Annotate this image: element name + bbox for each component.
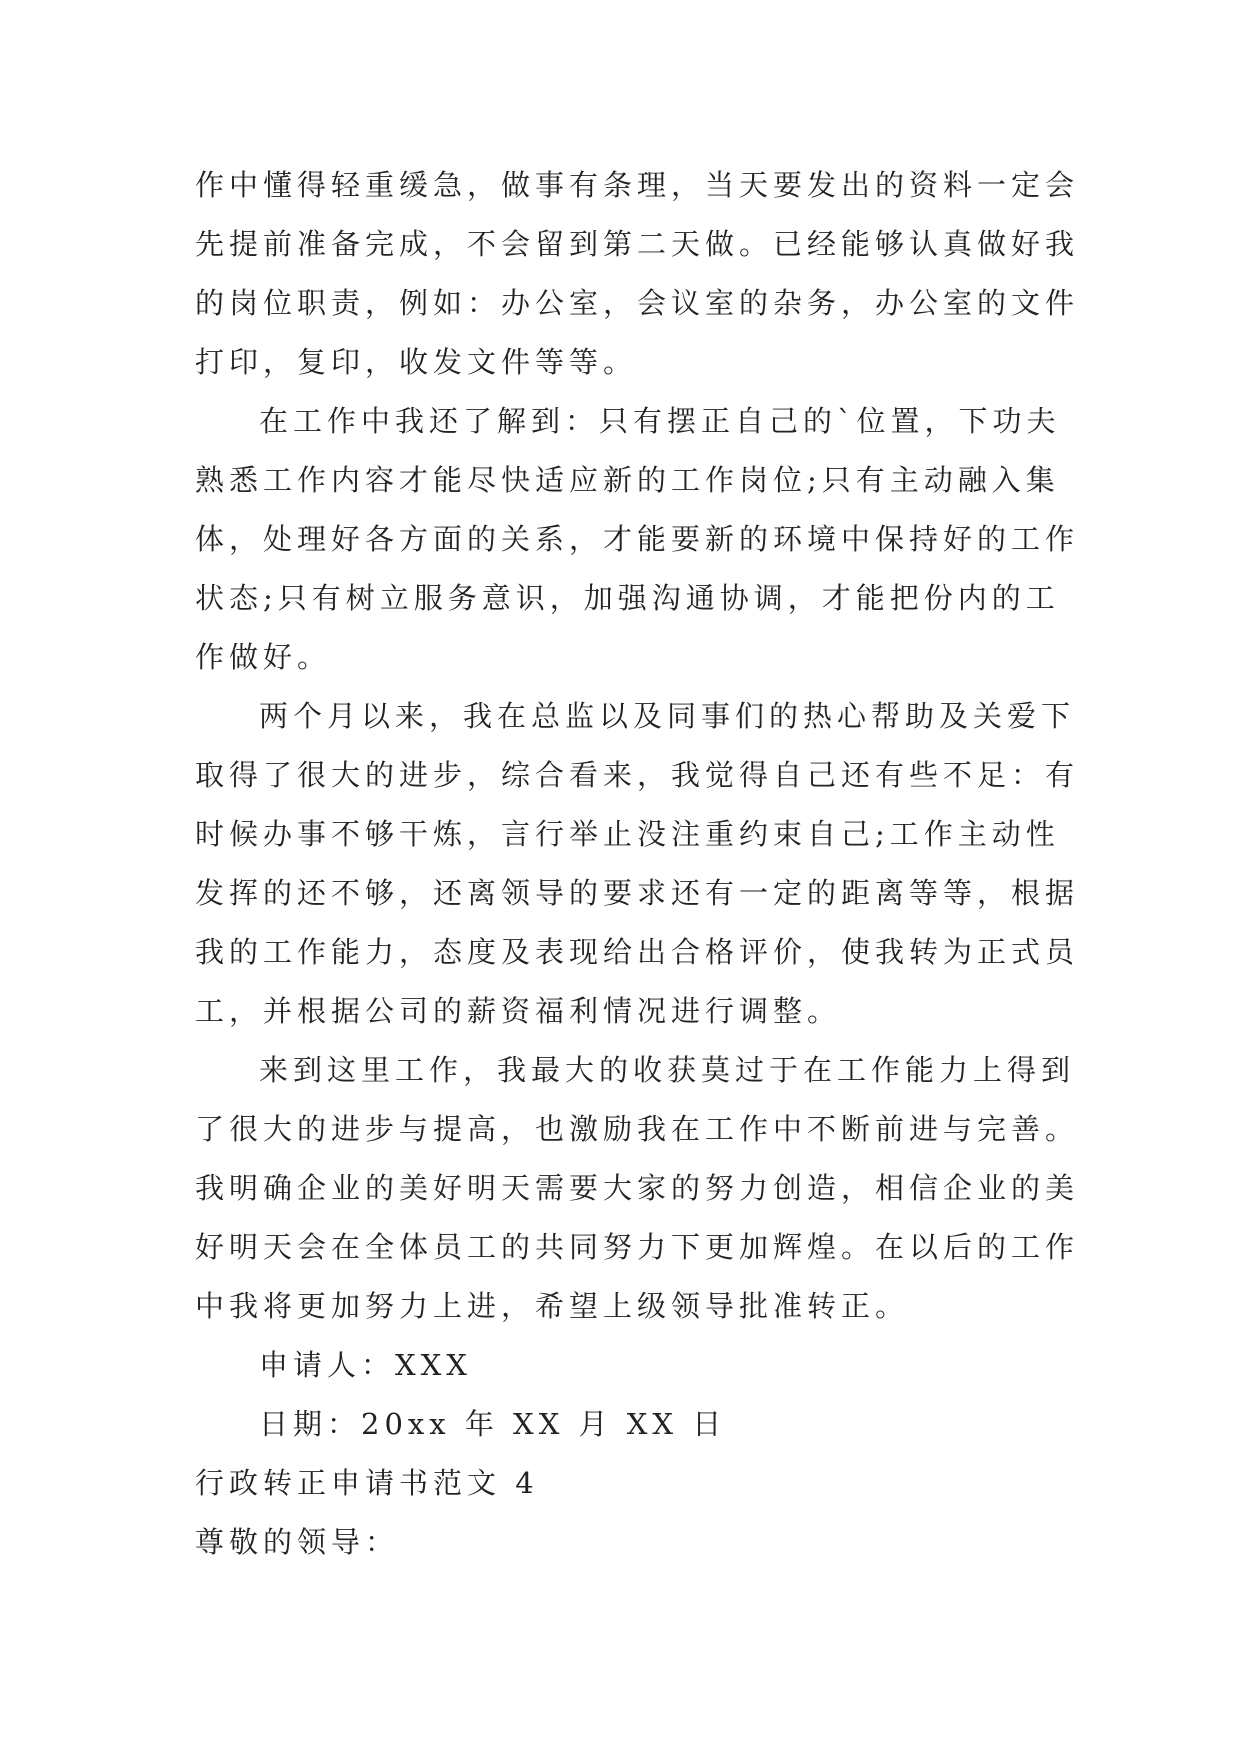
- body-line: 我的工作能力，态度及表现给出合格评价，使我转为正式员: [195, 935, 1080, 969]
- body-line: 作中懂得轻重缓急，做事有条理，当天要发出的资料一定会: [195, 168, 1080, 202]
- body-line: 时候办事不够干炼，言行举止没注重约束自己;工作主动性: [195, 817, 1060, 851]
- body-line: 工，并根据公司的薪资福利情况进行调整。: [195, 994, 842, 1028]
- applicant-line: 申请人：XXX: [259, 1348, 472, 1382]
- date-line: 日期：20xx 年 XX 月 XX 日: [259, 1407, 727, 1441]
- paragraph-first-line: 来到这里工作，我最大的收获莫过于在工作能力上得到: [259, 1053, 1076, 1087]
- body-line: 熟悉工作内容才能尽快适应新的工作岗位;只有主动融入集: [195, 463, 1060, 497]
- body-line: 发挥的还不够，还离领导的要求还有一定的距离等等，根据: [195, 876, 1080, 910]
- paragraph-first-line: 在工作中我还了解到：只有摆正自己的`位置，下功夫: [259, 404, 1061, 438]
- body-line: 中我将更加努力上进，希望上级领导批准转正。: [195, 1289, 910, 1323]
- body-line: 了很大的进步与提高，也激励我在工作中不断前进与完善。: [195, 1112, 1080, 1146]
- body-line: 取得了很大的进步，综合看来，我觉得自己还有些不足：有: [195, 758, 1080, 792]
- salutation-line: 尊敬的领导：: [195, 1525, 400, 1559]
- section-title: 行政转正申请书范文 4: [195, 1466, 539, 1500]
- body-line: 体，处理好各方面的关系，才能要新的环境中保持好的工作: [195, 522, 1080, 556]
- body-line: 状态;只有树立服务意识，加强沟通协调，才能把份内的工: [195, 581, 1060, 615]
- body-line: 作做好。: [195, 640, 332, 674]
- body-line: 先提前准备完成，不会留到第二天做。已经能够认真做好我: [195, 227, 1080, 261]
- document-body: [195, 156, 1080, 1572]
- body-line: 我明确企业的美好明天需要大家的努力创造，相信企业的美: [195, 1171, 1080, 1205]
- body-line: 打印，复印，收发文件等等。: [195, 345, 638, 379]
- paragraph-first-line: 两个月以来，我在总监以及同事们的热心帮助及关爱下: [259, 699, 1076, 733]
- body-line: 的岗位职责，例如：办公室，会议室的杂务，办公室的文件: [195, 286, 1080, 320]
- body-line: 好明天会在全体员工的共同努力下更加辉煌。在以后的工作: [195, 1230, 1080, 1264]
